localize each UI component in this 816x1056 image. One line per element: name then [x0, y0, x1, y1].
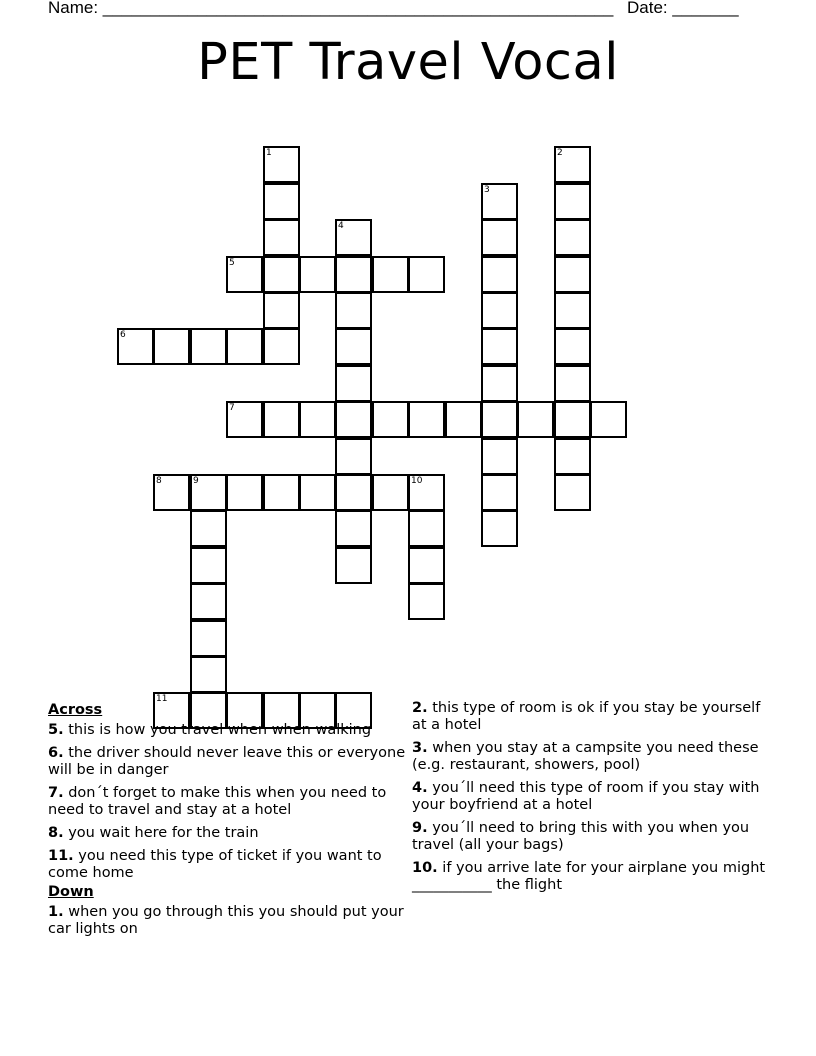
clue-item-number: 11. [48, 848, 74, 864]
clue-item [412, 860, 772, 894]
grid-cell[interactable] [190, 656, 227, 693]
grid-cell[interactable] [190, 328, 227, 365]
grid-cell[interactable] [299, 256, 336, 293]
clue-item-text: this type of room is ok if you stay be yourself at a hotel [412, 700, 761, 733]
grid-cell[interactable] [263, 328, 300, 365]
grid-cell[interactable] [408, 474, 445, 511]
date-field[interactable]: Date: _______ [627, 0, 739, 17]
clue-item-text: you´ll need this type of room if you stay with your boyfriend at a hotel [412, 780, 760, 813]
grid-cell[interactable] [554, 292, 591, 329]
grid-cell[interactable] [554, 183, 591, 220]
grid-cell[interactable] [263, 401, 300, 438]
clue-item-number: 8. [48, 825, 64, 841]
grid-cell[interactable] [481, 256, 518, 293]
grid-cell[interactable] [481, 401, 518, 438]
grid-cell[interactable] [408, 510, 445, 547]
clue-number: 11 [156, 694, 168, 704]
clue-item-text: the driver should never leave this or everyone will be in danger [48, 745, 406, 778]
grid-cell[interactable] [408, 256, 445, 293]
clue-item-text: you wait here for the train [68, 825, 259, 841]
grid-cell[interactable] [299, 401, 336, 438]
clue-item-number: 3. [412, 740, 428, 756]
grid-cell[interactable] [554, 474, 591, 511]
grid-cell[interactable] [335, 292, 372, 329]
grid-cell[interactable] [190, 474, 227, 511]
grid-cell[interactable] [335, 438, 372, 475]
grid-cell[interactable] [408, 401, 445, 438]
clue-item-text: you need this type of ticket if you want to come home [48, 848, 382, 881]
grid-cell[interactable] [372, 256, 409, 293]
grid-cell[interactable] [445, 401, 482, 438]
grid-cell[interactable] [263, 474, 300, 511]
grid-cell[interactable] [554, 438, 591, 475]
grid-cell[interactable] [481, 365, 518, 402]
clue-number: 1 [266, 148, 272, 158]
grid-cell[interactable] [263, 183, 300, 220]
grid-cell[interactable] [263, 256, 300, 293]
clue-item [412, 740, 772, 774]
grid-cell[interactable] [335, 547, 372, 584]
clue-item-number: 9. [412, 820, 428, 836]
grid-cell[interactable] [554, 146, 591, 183]
grid-cell[interactable] [263, 292, 300, 329]
grid-cell[interactable] [481, 438, 518, 475]
clue-number: 8 [156, 476, 162, 486]
grid-cell[interactable] [335, 256, 372, 293]
grid-cell[interactable] [335, 474, 372, 511]
grid-cell[interactable] [408, 547, 445, 584]
down-clue-list-continued [412, 700, 772, 894]
grid-cell[interactable] [226, 256, 263, 293]
grid-cell[interactable] [153, 328, 190, 365]
clue-item-number: 7. [48, 785, 64, 801]
clue-number: 3 [484, 185, 490, 195]
clues-column-right [412, 700, 772, 900]
grid-cell[interactable] [153, 474, 190, 511]
across-heading: Across [48, 702, 103, 718]
grid-cell[interactable] [335, 510, 372, 547]
grid-cell[interactable] [554, 256, 591, 293]
clue-number: 6 [120, 330, 126, 340]
clue-item [412, 820, 772, 854]
down-clue-list [48, 904, 408, 938]
grid-cell[interactable] [481, 292, 518, 329]
clue-item-text: if you arrive late for your airplane you might ___________ the flight [412, 860, 766, 893]
grid-cell[interactable] [190, 547, 227, 584]
clue-item-number: 10. [412, 860, 438, 876]
grid-cell[interactable] [117, 328, 154, 365]
clue-item [48, 848, 408, 882]
grid-cell[interactable] [263, 146, 300, 183]
grid-cell[interactable] [226, 401, 263, 438]
grid-cell[interactable] [517, 401, 554, 438]
grid-cell[interactable] [554, 219, 591, 256]
clue-item-text: you´ll need to bring this with you when you travel (all your bags) [412, 820, 750, 853]
clue-number: 7 [229, 403, 235, 413]
clue-item-text: this is how you travel when when walking [68, 722, 372, 738]
clue-number: 2 [557, 148, 563, 158]
grid-cell[interactable] [226, 474, 263, 511]
clue-item [48, 785, 408, 819]
grid-cell[interactable] [372, 474, 409, 511]
clue-item-text: don´t forget to make this when you need to need to travel and stay at a hotel [48, 785, 387, 818]
grid-cell[interactable] [299, 474, 336, 511]
clue-item-number: 4. [412, 780, 428, 796]
clue-item-number: 2. [412, 700, 428, 716]
grid-cell[interactable] [335, 401, 372, 438]
grid-cell[interactable] [190, 620, 227, 657]
clue-item-text: when you go through this you should put your car lights on [48, 904, 404, 937]
clue-number: 9 [193, 476, 199, 486]
clue-item [48, 745, 408, 779]
grid-cell[interactable] [335, 219, 372, 256]
clue-item-text: when you stay at a campsite you need these (e.g. restaurant, showers, pool) [412, 740, 759, 773]
grid-cell[interactable] [554, 365, 591, 402]
across-clue-list [48, 722, 408, 882]
clue-item [48, 904, 408, 938]
clue-item [48, 722, 408, 739]
grid-cell[interactable] [335, 328, 372, 365]
grid-cell[interactable] [263, 219, 300, 256]
grid-cell[interactable] [408, 583, 445, 620]
clue-item-number: 5. [48, 722, 64, 738]
grid-cell[interactable] [481, 219, 518, 256]
clue-number: 4 [338, 221, 344, 231]
clue-item [412, 780, 772, 814]
clue-item-number: 1. [48, 904, 64, 920]
grid-cell[interactable] [481, 328, 518, 365]
grid-cell[interactable] [190, 510, 227, 547]
page-title: PET Travel Vocal [197, 33, 619, 92]
down-heading: Down [48, 884, 94, 900]
clue-item-number: 6. [48, 745, 64, 761]
grid-cell[interactable] [554, 328, 591, 365]
clue-number: 5 [229, 258, 235, 268]
grid-cell[interactable] [554, 401, 591, 438]
clue-item [48, 825, 408, 842]
clue-item [412, 700, 772, 734]
grid-cell[interactable] [335, 365, 372, 402]
grid-cell[interactable] [226, 328, 263, 365]
clue-number: 10 [411, 476, 423, 486]
grid-cell[interactable] [372, 401, 409, 438]
grid-cell[interactable] [190, 583, 227, 620]
name-field[interactable]: Name: ______________________________________________________ [48, 0, 614, 17]
grid-cell[interactable] [590, 401, 627, 438]
grid-cell[interactable] [481, 510, 518, 547]
grid-cell[interactable] [481, 183, 518, 220]
grid-cell[interactable] [481, 474, 518, 511]
clues-column-left [48, 700, 408, 944]
